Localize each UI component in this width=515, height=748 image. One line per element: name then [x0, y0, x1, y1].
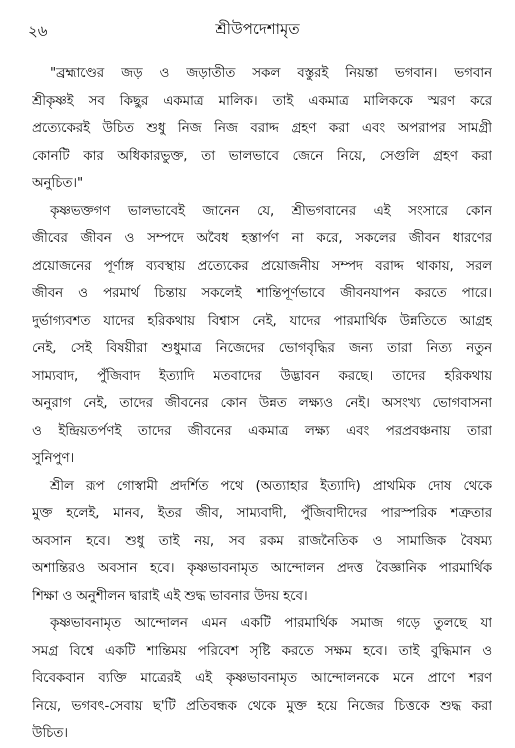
text-line: শ্রীল রূপ গোস্বামী প্রদর্শিত পথে (অত্যাহার ইত্যাদি) প্রাথমিক দোষ থেকে — [50, 478, 492, 494]
text-line: নিয়ে, ভগবৎ-সেবায় ছ'টি প্রতিবন্ধক থেকে মুক্ত হয়ে নিজের চিত্তকে শুদ্ধ করা — [32, 698, 492, 714]
text-line: অবসান হবে। শুধু তাই নয়, সব রকম রাজনৈতিক ও সামাজিক বৈষম্য — [32, 533, 492, 549]
text-line: কৃষ্ণভক্তগণ ভালভাবেই জানেন যে, শ্রীভগবানের এই সংসারে কোন — [50, 203, 492, 219]
text-line: অনুরাগ নেই, তাদের জীবনের কোন উন্নত লক্ষ্যও নেই। অসংখ্য ভোগবাসনা — [32, 396, 492, 411]
text-line: মুক্ত হলেই, মানব, ইতর জীব, সাম্যবাদী, পুঁজিবাদীদের পারস্পরিক শত্রুতার — [32, 506, 492, 521]
text-line: সাম্যবাদ, পুঁজিবাদ ইত্যাদি মতবাদের উদ্ভাবন করছে। তাদের হরিকথায় — [32, 368, 492, 384]
text-line: নেই, সেই বিষয়ীরা শুধুমাত্র নিজেদের ভোগবৃদ্ধির জন্য তারা নিত্য নতুন — [32, 341, 492, 356]
text-line: জীবের জীবন ও সম্পদে অবৈধ হস্তার্পণ না করে, সকলের জীবন ধারণের — [32, 231, 492, 246]
text-line: অনুচিত।" — [32, 176, 84, 191]
running-title: শ্রীউপদেশামৃত — [215, 20, 300, 38]
text-line: শ্রীকৃষ্ণই সব কিছুর একমাত্র মালিক। তাই একমাত্র মালিককে স্মরণ করে — [32, 93, 492, 109]
text-line: অশান্তিরও অবসান হবে। কৃষ্ণভাবনামৃত আন্দোলন প্রদত্ত বৈজ্ঞানিক পারমার্থিক — [32, 561, 492, 576]
text-line: বিবেকবান ব্যক্তি মাত্রেরই এই কৃষ্ণভাবনামৃত আন্দোলনকে মনে প্রাণে শরণ — [32, 671, 492, 686]
text-line: প্রয়োজনের পূর্ণাঙ্গ ব্যবস্থায় প্রত্যেকের প্রয়োজনীয় সম্পদ বরাদ্দ থাকায়, সরল — [32, 258, 492, 274]
text-line: কোনটি কার অধিকারভুক্ত, তা ভালভাবে জেনে নিয়ে, সেগুলি গ্রহণ করা — [32, 148, 492, 164]
page-number: ২৬ — [28, 22, 48, 40]
text-line: দুর্ভাগ্যবশত যাদের হরিকথায় বিশ্বাস নেই, যাদের পারমার্থিক উন্নতিতে আগ্রহ — [32, 313, 492, 329]
text-line: কৃষ্ণভাবনামৃত আন্দোলন এমন একটি পারমার্থিক সমাজ গড়ে তুলছে যা — [50, 616, 492, 631]
text-line: শিক্ষা ও অনুশীলন দ্বারাই এই শুদ্ধ ভাবনার উদয় হবে। — [32, 588, 308, 604]
text-line: জীবন ও পরমার্থ চিন্তায় সকলেই শান্তিপূর্ণভাবে জীবনযাপন করতে পারে। — [32, 286, 492, 301]
text-line: সমগ্র বিশ্বে একটি শান্তিময় পরিবেশ সৃষ্টি করতে সক্ষম হবে। তাই বুদ্ধিমান ও — [32, 643, 492, 659]
text-line: প্রত্যেকেরই উচিত শুধু নিজ নিজ বরাদ্দ গ্রহণ করা এবং অপরাপর সামগ্রী — [32, 121, 492, 136]
text-line: "ব্রহ্মাণ্ডের জড় ও জড়াতীত সকল বস্তুরই নিয়ন্তা ভগবান। ভগবান — [50, 66, 492, 81]
text-line: ও ইন্দ্রিয়তর্পণই তাদের জীবনের একমাত্র লক্ষ্য এবং পরপ্রবঞ্চনায় তারা — [32, 423, 492, 439]
text-line: উচিত। — [32, 726, 68, 741]
body-text — [32, 60, 492, 748]
text-line: সুনিপুণ। — [32, 451, 75, 466]
page-header — [0, 0, 515, 44]
